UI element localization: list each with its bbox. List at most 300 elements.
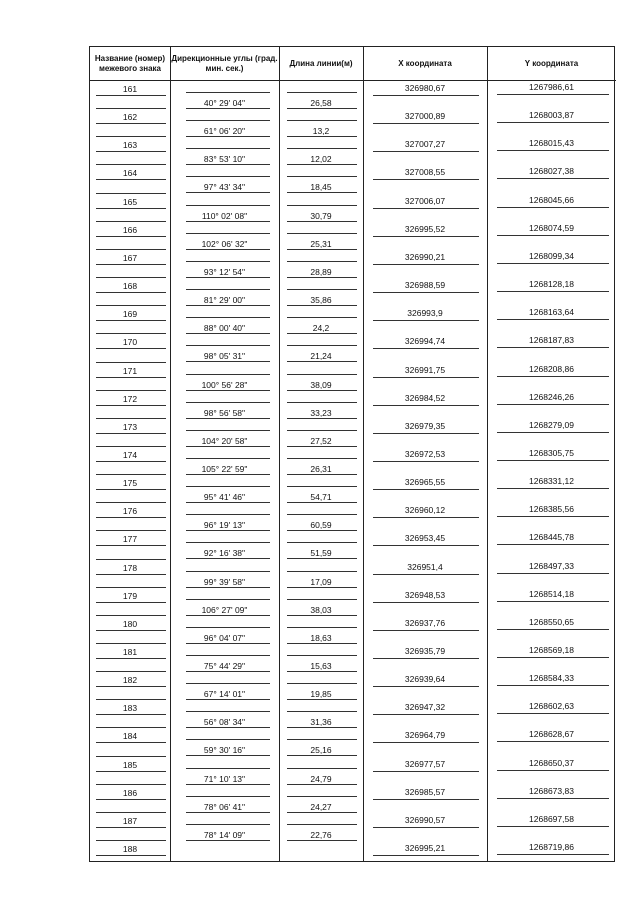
row-rule	[96, 446, 166, 447]
row-rule	[287, 418, 357, 419]
row-rule	[497, 404, 609, 405]
line-length: 24,2	[312, 323, 330, 334]
direction-angle: 104° 20' 58"	[201, 435, 248, 446]
x-coordinate: 326951,4	[407, 561, 443, 572]
row-rule	[186, 542, 270, 543]
row-rule	[96, 771, 166, 772]
y-coordinate: 1268385,56	[529, 504, 574, 515]
row-rule	[287, 739, 357, 740]
row-rule	[373, 602, 479, 603]
row-rule	[96, 727, 166, 728]
row-rule	[96, 418, 166, 419]
row-rule	[96, 474, 166, 475]
x-coordinate: 326937,76	[404, 617, 446, 628]
x-coordinate: 326990,21	[404, 251, 446, 262]
direction-angle: 88° 00' 40"	[203, 323, 246, 334]
row-rule	[373, 517, 479, 518]
row-rule	[186, 711, 270, 712]
y-coordinate: 1268445,78	[529, 532, 574, 543]
direction-angle: 99° 39' 58"	[203, 576, 246, 587]
x-coordinate: 326948,53	[404, 589, 446, 600]
y-coordinate: 1267986,61	[529, 82, 574, 92]
row-rule	[497, 544, 609, 545]
row-rule	[186, 514, 270, 515]
row-rule	[186, 317, 270, 318]
row-rule	[497, 178, 609, 179]
row-rule	[373, 799, 479, 800]
direction-angle: 100° 56' 28"	[201, 379, 248, 390]
point-name: 171	[122, 365, 138, 376]
x-coordinate: 326985,57	[404, 786, 446, 797]
row-rule	[287, 221, 357, 222]
row-rule	[96, 840, 166, 841]
row-rule	[373, 855, 479, 856]
row-rule	[186, 755, 270, 756]
row-rule	[497, 657, 609, 658]
row-rule	[96, 574, 166, 575]
row-rule	[497, 291, 609, 292]
row-rule	[287, 277, 357, 278]
row-rule	[373, 489, 479, 490]
row-rule	[96, 362, 166, 363]
row-rule	[373, 292, 479, 293]
row-rule	[287, 542, 357, 543]
row-rule	[497, 770, 609, 771]
row-rule	[287, 361, 357, 362]
row-rule	[96, 249, 166, 250]
point-name: 173	[122, 421, 138, 432]
row-rule	[497, 376, 609, 377]
y-coordinate: 1268569,18	[529, 645, 574, 655]
row-rule	[373, 658, 479, 659]
row-rule	[186, 571, 270, 572]
x-coordinate: 326995,52	[404, 223, 446, 234]
point-name: 169	[122, 309, 138, 320]
line-length: 12,02	[310, 154, 332, 165]
direction-angle: 83° 53' 10"	[203, 154, 246, 165]
row-rule	[186, 289, 270, 290]
row-rule	[287, 374, 357, 375]
line-length: 38,09	[310, 379, 332, 390]
point-name: 187	[122, 815, 138, 826]
row-rule	[186, 192, 270, 193]
row-rule	[497, 573, 609, 574]
row-rule	[287, 502, 357, 503]
row-rule	[96, 390, 166, 391]
row-rule	[96, 630, 166, 631]
y-coordinate: 1268650,37	[529, 757, 574, 768]
row-rule	[186, 333, 270, 334]
y-coordinate: 1268331,12	[529, 476, 574, 487]
line-length: 24,27	[310, 801, 332, 812]
row-rule	[96, 292, 166, 293]
y-coordinate: 1268187,83	[529, 335, 574, 346]
row-rule	[497, 854, 609, 855]
line-length: 60,59	[310, 520, 332, 531]
row-rule	[287, 768, 357, 769]
row-rule	[186, 205, 270, 206]
row-rule	[186, 261, 270, 262]
header-line-length: Длина линии(м)	[279, 47, 363, 81]
row-rule	[96, 602, 166, 603]
row-rule	[96, 714, 166, 715]
row-rule	[373, 461, 479, 462]
x-coordinate: 326990,57	[404, 814, 446, 825]
line-length: 54,71	[310, 492, 332, 503]
row-rule	[287, 671, 357, 672]
row-rule	[373, 320, 479, 321]
column-divider	[279, 47, 280, 861]
direction-angle: 75° 44' 29"	[203, 661, 246, 671]
row-rule	[497, 263, 609, 264]
row-rule	[287, 430, 357, 431]
row-rule	[96, 545, 166, 546]
direction-angle: 98° 05' 31"	[203, 351, 246, 362]
point-name: 172	[122, 393, 138, 404]
row-rule	[373, 630, 479, 631]
row-rule	[373, 405, 479, 406]
header-x-coordinate: X координата	[363, 47, 487, 81]
y-coordinate: 1268673,83	[529, 785, 574, 796]
row-rule	[287, 233, 357, 234]
x-coordinate: 327007,27	[404, 139, 446, 150]
row-rule	[287, 643, 357, 644]
row-rule	[186, 739, 270, 740]
point-name: 179	[122, 590, 138, 601]
row-rule	[96, 489, 166, 490]
point-name: 161	[122, 84, 138, 94]
direction-angle: 71° 10' 13"	[203, 773, 246, 784]
x-coordinate: 326979,35	[404, 420, 446, 431]
row-rule	[96, 827, 166, 828]
row-rule	[186, 655, 270, 656]
row-rule	[186, 812, 270, 813]
row-rule	[287, 176, 357, 177]
direction-angle: 96° 19' 13"	[203, 520, 246, 531]
row-rule	[287, 486, 357, 487]
row-rule	[186, 148, 270, 149]
point-name: 185	[122, 759, 138, 770]
direction-angle: 110° 02' 08"	[201, 210, 248, 221]
row-rule	[373, 95, 479, 96]
y-coordinate: 1268719,86	[529, 842, 574, 853]
x-coordinate: 326953,45	[404, 533, 446, 544]
row-rule	[287, 148, 357, 149]
row-rule	[186, 92, 270, 93]
row-rule	[287, 627, 357, 628]
line-length: 24,79	[310, 773, 332, 784]
line-length: 38,03	[310, 604, 332, 615]
direction-angle: 102° 06' 32"	[201, 238, 248, 249]
x-coordinate: 326977,57	[404, 758, 446, 769]
row-rule	[96, 812, 166, 813]
y-coordinate: 1268584,33	[529, 673, 574, 684]
row-rule	[96, 123, 166, 124]
row-rule	[497, 601, 609, 602]
line-length: 31,36	[310, 717, 332, 728]
direction-angle: 106° 27' 09"	[201, 604, 248, 615]
row-rule	[373, 545, 479, 546]
x-coordinate: 326991,75	[404, 364, 446, 375]
direction-angle: 81° 29' 00"	[203, 295, 246, 306]
row-rule	[373, 686, 479, 687]
point-name: 178	[122, 562, 138, 573]
direction-angle: 97° 43' 34"	[203, 182, 246, 193]
row-rule	[287, 305, 357, 306]
row-rule	[96, 671, 166, 672]
row-rule	[497, 741, 609, 742]
point-name: 180	[122, 618, 138, 629]
row-rule	[287, 558, 357, 559]
row-rule	[96, 95, 166, 96]
row-rule	[287, 458, 357, 459]
row-rule	[96, 405, 166, 406]
row-rule	[287, 812, 357, 813]
row-rule	[186, 136, 270, 137]
row-rule	[287, 727, 357, 728]
row-rule	[186, 249, 270, 250]
row-rule	[497, 713, 609, 714]
row-rule	[373, 179, 479, 180]
point-name: 165	[122, 196, 138, 207]
x-coordinate: 326988,59	[404, 280, 446, 291]
line-length: 18,63	[310, 632, 332, 643]
row-rule	[497, 235, 609, 236]
row-rule	[96, 433, 166, 434]
x-coordinate: 327000,89	[404, 111, 446, 122]
row-rule	[287, 655, 357, 656]
row-rule	[186, 176, 270, 177]
row-rule	[497, 122, 609, 123]
row-rule	[287, 261, 357, 262]
row-rule	[96, 193, 166, 194]
row-rule	[287, 784, 357, 785]
row-rule	[287, 699, 357, 700]
row-rule	[497, 685, 609, 686]
line-length: 17,09	[310, 576, 332, 587]
y-coordinate: 1268550,65	[529, 616, 574, 627]
row-rule	[186, 345, 270, 346]
row-rule	[186, 727, 270, 728]
row-rule	[497, 150, 609, 151]
row-rule	[186, 824, 270, 825]
row-rule	[96, 236, 166, 237]
column-divider	[170, 47, 171, 861]
row-rule	[186, 474, 270, 475]
row-rule	[96, 333, 166, 334]
row-rule	[287, 474, 357, 475]
row-rule	[373, 123, 479, 124]
x-coordinate: 326939,64	[404, 674, 446, 685]
row-rule	[287, 120, 357, 121]
line-length: 15,63	[310, 661, 332, 671]
row-rule	[287, 599, 357, 600]
row-rule	[96, 377, 166, 378]
row-rule	[497, 347, 609, 348]
row-rule	[287, 317, 357, 318]
direction-angle: 92° 16' 38"	[203, 548, 246, 559]
line-length: 30,79	[310, 210, 332, 221]
y-coordinate: 1268305,75	[529, 447, 574, 458]
direction-angle: 56° 08' 34"	[203, 717, 246, 728]
line-length: 35,86	[310, 295, 332, 306]
y-coordinate: 1268628,67	[529, 729, 574, 740]
row-rule	[373, 377, 479, 378]
line-length: 26,31	[310, 463, 332, 474]
row-rule	[96, 264, 166, 265]
row-rule	[96, 179, 166, 180]
x-coordinate: 326972,53	[404, 448, 446, 459]
header-direction-angle: Дирекционные углы (град. мин. сек.)	[170, 47, 279, 81]
y-coordinate: 1268099,34	[529, 250, 574, 261]
y-coordinate: 1268003,87	[529, 110, 574, 121]
row-rule	[186, 699, 270, 700]
y-coordinate: 1268163,64	[529, 307, 574, 318]
row-rule	[497, 207, 609, 208]
row-rule	[497, 488, 609, 489]
row-rule	[96, 305, 166, 306]
x-coordinate: 326965,55	[404, 477, 446, 488]
row-rule	[186, 840, 270, 841]
row-rule	[287, 249, 357, 250]
row-rule	[186, 390, 270, 391]
row-rule	[186, 558, 270, 559]
y-coordinate: 1268246,26	[529, 391, 574, 402]
coordinates-table	[89, 46, 615, 862]
row-rule	[96, 756, 166, 757]
row-rule	[186, 502, 270, 503]
row-rule	[186, 164, 270, 165]
row-rule	[186, 446, 270, 447]
direction-angle: 78° 06' 41"	[203, 801, 246, 812]
row-rule	[287, 390, 357, 391]
point-name: 170	[122, 337, 138, 348]
row-rule	[186, 458, 270, 459]
row-rule	[186, 627, 270, 628]
direction-angle: 61° 06' 20"	[203, 126, 246, 137]
header-point-name: Название (номер) межевого знака	[90, 47, 170, 81]
row-rule	[287, 711, 357, 712]
row-rule	[373, 151, 479, 152]
row-rule	[287, 136, 357, 137]
row-rule	[287, 92, 357, 93]
point-name: 186	[122, 787, 138, 798]
row-rule	[497, 319, 609, 320]
point-name: 175	[122, 478, 138, 489]
row-rule	[287, 446, 357, 447]
row-rule	[287, 587, 357, 588]
line-length: 25,31	[310, 238, 332, 249]
row-rule	[96, 502, 166, 503]
row-rule	[497, 460, 609, 461]
y-coordinate: 1268697,58	[529, 813, 574, 824]
y-coordinate: 1268602,63	[529, 701, 574, 712]
y-coordinate: 1268279,09	[529, 419, 574, 430]
row-rule	[96, 221, 166, 222]
row-rule	[96, 658, 166, 659]
row-rule	[186, 361, 270, 362]
row-rule	[497, 516, 609, 517]
x-coordinate: 326984,52	[404, 392, 446, 403]
line-length: 18,45	[310, 182, 332, 193]
row-rule	[287, 514, 357, 515]
row-rule	[287, 615, 357, 616]
row-rule	[497, 826, 609, 827]
row-rule	[96, 108, 166, 109]
row-rule	[96, 799, 166, 800]
line-length: 51,59	[310, 548, 332, 559]
row-rule	[373, 236, 479, 237]
row-rule	[186, 784, 270, 785]
row-rule	[186, 683, 270, 684]
row-rule	[186, 599, 270, 600]
row-rule	[186, 233, 270, 234]
point-name: 176	[122, 506, 138, 517]
row-rule	[96, 151, 166, 152]
row-rule	[287, 289, 357, 290]
row-rule	[96, 530, 166, 531]
row-rule	[287, 205, 357, 206]
x-coordinate: 326980,67	[404, 83, 446, 93]
row-rule	[373, 348, 479, 349]
row-rule	[373, 433, 479, 434]
direction-angle: 96° 04' 07"	[203, 632, 246, 643]
row-rule	[96, 559, 166, 560]
row-rule	[186, 430, 270, 431]
row-rule	[96, 742, 166, 743]
row-rule	[497, 432, 609, 433]
point-name: 184	[122, 731, 138, 742]
row-rule	[497, 798, 609, 799]
y-coordinate: 1268015,43	[529, 138, 574, 149]
point-name: 174	[122, 449, 138, 460]
point-name: 182	[122, 675, 138, 686]
row-rule	[186, 402, 270, 403]
point-name: 183	[122, 703, 138, 714]
x-coordinate: 326960,12	[404, 505, 446, 516]
row-rule	[287, 530, 357, 531]
line-length: 21,24	[310, 351, 332, 362]
line-length: 28,89	[310, 266, 332, 277]
y-coordinate: 1268027,38	[529, 166, 574, 177]
row-rule	[373, 714, 479, 715]
row-rule	[186, 374, 270, 375]
row-rule	[96, 699, 166, 700]
x-coordinate: 326995,21	[404, 843, 446, 854]
row-rule	[287, 840, 357, 841]
point-name: 177	[122, 534, 138, 545]
row-rule	[186, 221, 270, 222]
row-rule	[96, 348, 166, 349]
direction-angle: 67° 14' 01"	[203, 689, 246, 700]
row-rule	[186, 615, 270, 616]
row-rule	[497, 94, 609, 95]
x-coordinate: 326993,9	[407, 308, 443, 319]
y-coordinate: 1268208,86	[529, 363, 574, 374]
line-length: 26,58	[310, 98, 332, 108]
row-rule	[287, 571, 357, 572]
line-length: 27,52	[310, 435, 332, 446]
row-rule	[373, 742, 479, 743]
row-rule	[373, 208, 479, 209]
y-coordinate: 1268497,33	[529, 560, 574, 571]
row-rule	[373, 264, 479, 265]
y-coordinate: 1268045,66	[529, 194, 574, 205]
row-rule	[186, 530, 270, 531]
point-name: 163	[122, 140, 138, 151]
y-coordinate: 1268514,18	[529, 588, 574, 599]
row-rule	[96, 208, 166, 209]
